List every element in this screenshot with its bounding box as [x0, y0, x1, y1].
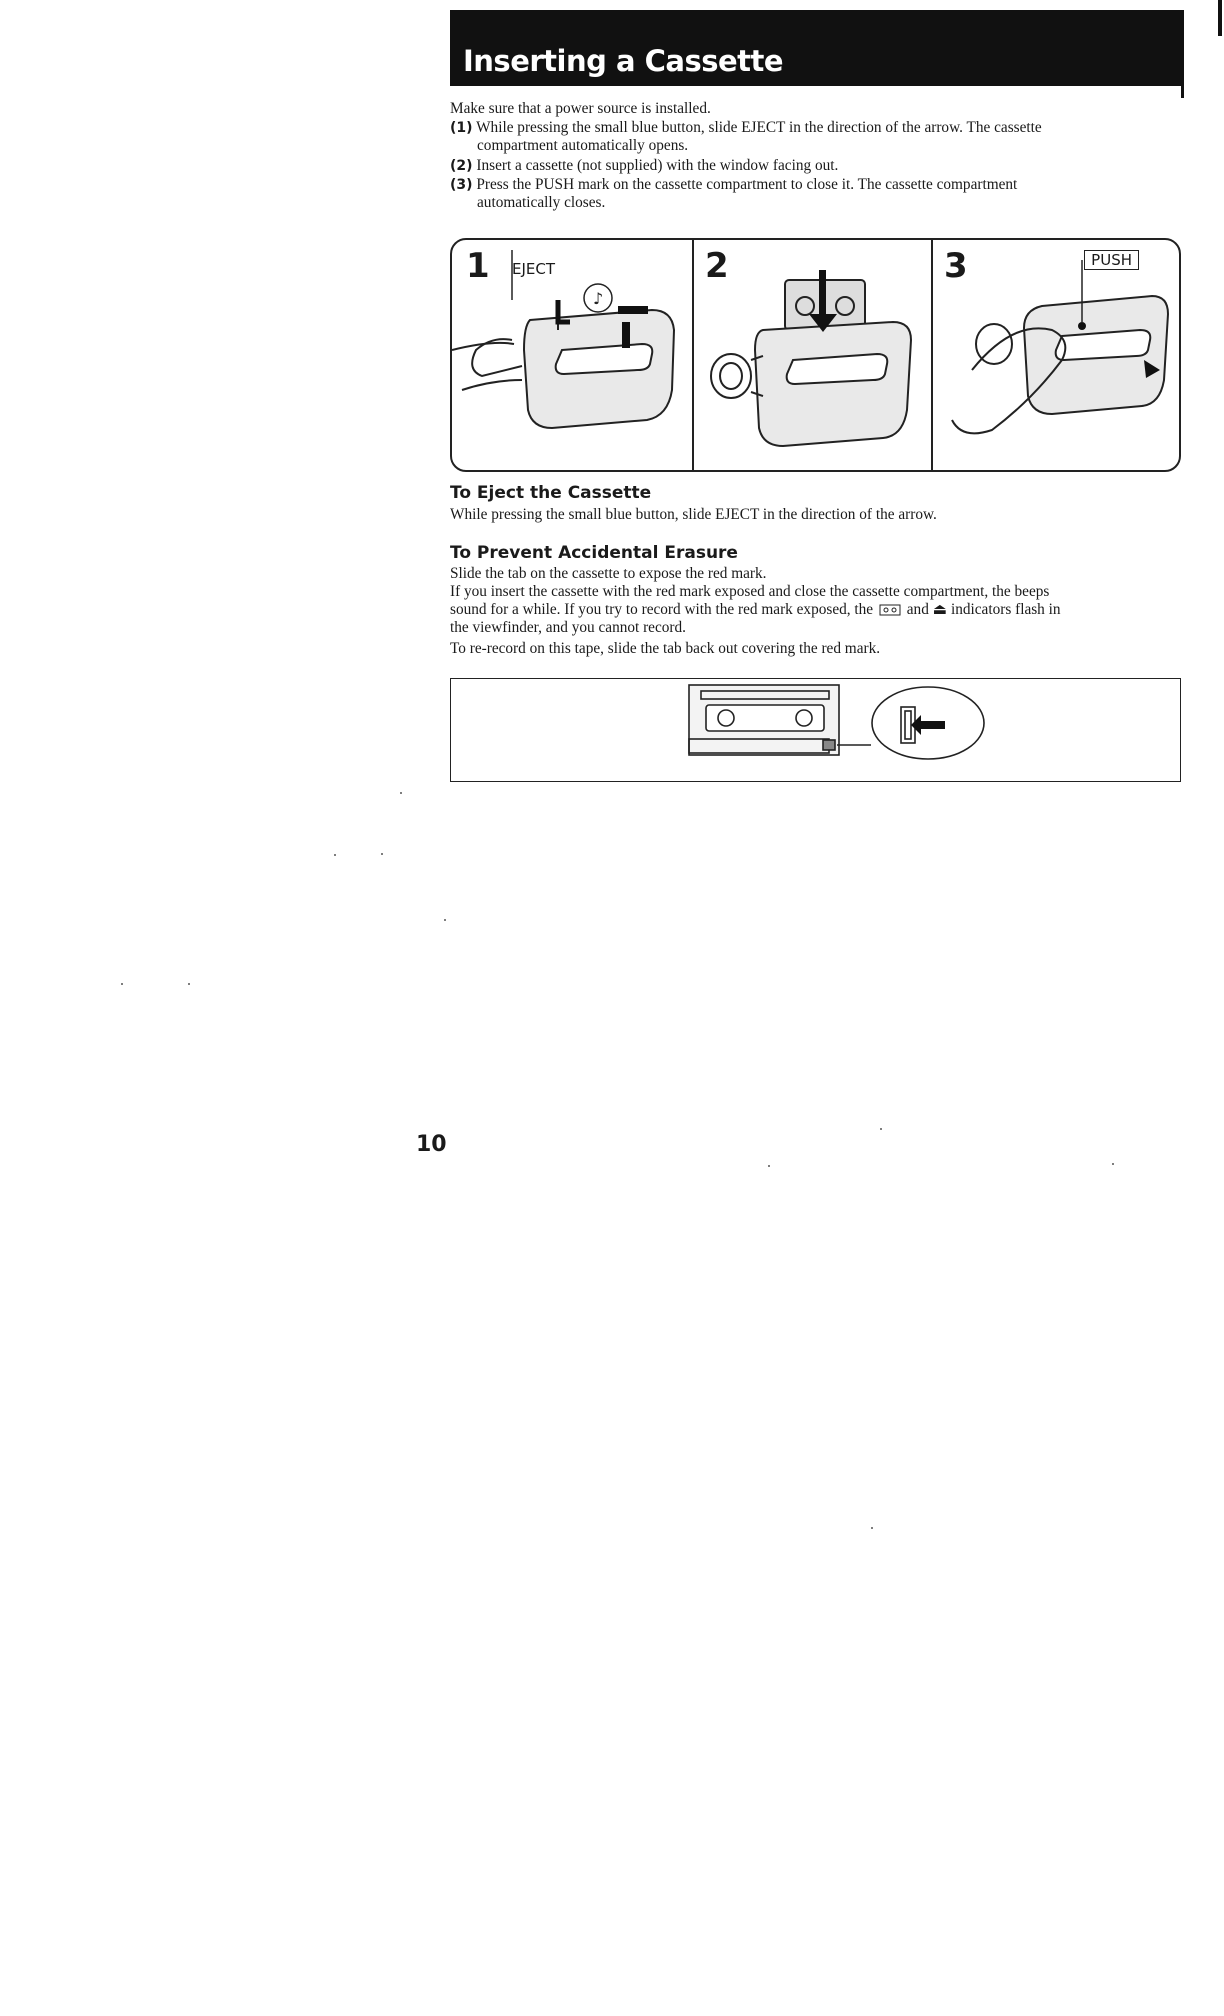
erasure-text-3a: sound for a while. If you try to record with the red mark exposed, the	[450, 601, 874, 618]
erasure-text-3b: and	[906, 601, 929, 618]
scan-speck	[880, 1128, 882, 1130]
scan-speck	[1112, 1163, 1114, 1165]
scan-speck	[188, 983, 190, 985]
step-2-text: Insert a cassette (not supplied) with the window facing out.	[476, 157, 839, 174]
scan-speck	[871, 1527, 873, 1529]
title-bar	[450, 10, 1181, 86]
step-2-number: (2)	[450, 158, 473, 174]
page-edge-mark	[1218, 0, 1222, 36]
figure-panel-1	[452, 240, 692, 470]
step-3	[450, 176, 1150, 212]
erasure-text-3c: indicators flash in	[950, 601, 1061, 618]
eject-indicator-icon: ⏏	[932, 601, 948, 618]
svg-text:♪: ♪	[593, 289, 604, 308]
eject-label: EJECT	[512, 260, 556, 278]
figure-panel-2	[693, 240, 931, 470]
step-3-text-cont: automatically closes.	[477, 194, 606, 211]
panel-1-number: 1	[466, 246, 490, 286]
figure-panel-3	[932, 240, 1181, 470]
scan-speck	[400, 792, 402, 794]
panel-3-number: 3	[944, 246, 968, 286]
erasure-text-4: the viewfinder, and you cannot record.	[450, 619, 686, 636]
camcorder-eject-illustration	[452, 240, 692, 470]
intro-text: Make sure that a power source is installed.	[450, 100, 711, 117]
erasure-text-1: Slide the tab on the cassette to expose the red mark.	[450, 565, 767, 582]
erasure-text-5: To re-record on this tape, slide the tab back out covering the red mark.	[450, 640, 881, 657]
page-title: Inserting a Cassette	[463, 44, 784, 78]
step-2	[450, 157, 1150, 175]
step-1-number: (1)	[450, 120, 473, 136]
step-1	[450, 119, 1150, 155]
panel-2-number: 2	[705, 246, 729, 286]
camcorder-close-illustration	[932, 240, 1181, 470]
cassette-tab-illustration	[451, 679, 1180, 779]
step-3-text: Press the PUSH mark on the cassette compartment to close it. The cassette compartment	[476, 176, 1018, 193]
eject-text: While pressing the small blue button, slide EJECT in the direction of the arrow.	[450, 506, 937, 523]
cassette-insertion-figure	[450, 238, 1181, 472]
page-number: 10	[416, 1132, 447, 1157]
step-1-text-cont: compartment automatically opens.	[477, 137, 689, 154]
step-1-text: While pressing the small blue button, slide EJECT in the direction of the arrow. The cassette	[476, 119, 1042, 136]
scan-speck	[121, 983, 123, 985]
scan-speck	[334, 854, 336, 856]
cassette-indicator-icon	[879, 604, 901, 616]
erasure-text-2: If you insert the cassette with the red mark exposed and close the cassette compartment, the beeps	[450, 583, 1050, 600]
eject-heading: To Eject the Cassette	[450, 483, 652, 503]
scan-speck	[444, 919, 446, 921]
camcorder-insert-cassette-illustration	[693, 240, 931, 470]
push-label: PUSH	[1084, 250, 1139, 270]
scan-speck	[768, 1165, 770, 1167]
cassette-tab-figure	[450, 678, 1181, 782]
erasure-text-3	[450, 601, 1140, 619]
erasure-heading: To Prevent Accidental Erasure	[450, 543, 738, 563]
step-3-number: (3)	[450, 177, 473, 193]
scan-speck	[381, 853, 383, 855]
